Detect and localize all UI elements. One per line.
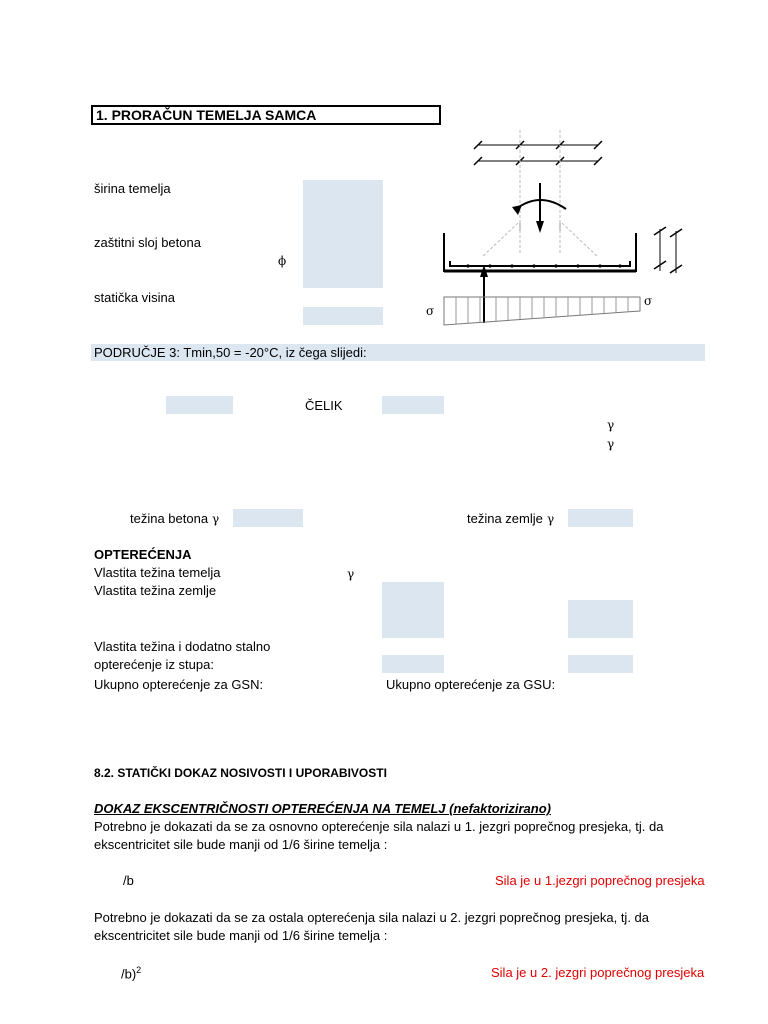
formula-1: /b: [123, 873, 134, 888]
input-cell-concrete-class[interactable]: [166, 396, 233, 414]
label-soil-self-weight: Vlastita težina zemlje: [94, 583, 217, 598]
input-cell-steel-class[interactable]: [382, 396, 444, 414]
label-static-depth: statička visina: [94, 290, 175, 305]
gamma-concrete: γ: [212, 512, 220, 526]
input-cell-loads-right[interactable]: [568, 600, 633, 638]
foundation-diagram: [420, 125, 690, 335]
paragraph-1-line-2: ekscentricitet sile bude manji od 1/6 širine temelja :: [94, 837, 388, 852]
input-cell-static-depth[interactable]: [303, 307, 383, 325]
input-cells-block[interactable]: [303, 180, 383, 288]
paragraph-2-line-2: ekscentricitet sile bude manji od 1/6 širine temelja :: [94, 928, 388, 943]
label-column-load-line1: Vlastita težina i dodatno stalno: [94, 639, 271, 654]
input-cell-column-load-right[interactable]: [568, 655, 633, 673]
gamma-foundation: γ: [347, 567, 355, 581]
label-concrete-weight: težina betona: [130, 511, 209, 526]
zone-text: PODRUČJE 3: Tmin,50 = -20°C, iz čega slijedi:: [94, 345, 367, 360]
formula-2-exponent: 2: [136, 965, 142, 975]
label-concrete-cover: zaštitni sloj betona: [94, 235, 201, 250]
gamma-symbol-2: γ: [607, 437, 615, 451]
input-cell-concrete-weight[interactable]: [233, 509, 303, 527]
label-steel: ČELIK: [305, 398, 343, 413]
section-82-heading: 8.2. STATIČKI DOKAZ NOSIVOSTI I UPORABIVOSTI: [94, 766, 387, 780]
eccentricity-heading: DOKAZ EKSCENTRIČNOSTI OPTEREĆENJA NA TEMELJ (nefaktorizirano): [94, 801, 551, 816]
sigma-left-label: σ: [426, 304, 435, 318]
result-2: Sila je u 2. jezgri poprečnog presjeka: [491, 965, 705, 980]
formula-2-text: /b): [121, 966, 137, 982]
label-foundation-width: širina temelja: [94, 181, 171, 196]
sigma-right-label: σ: [644, 294, 653, 308]
formula-2: [121, 965, 141, 981]
input-cell-loads-left[interactable]: [382, 582, 444, 638]
label-total-gsu: Ukupno opterećenje za GSU:: [386, 677, 556, 692]
label-total-gsn: Ukupno opterećenje za GSN:: [94, 677, 264, 692]
label-soil-weight: težina zemlje: [467, 511, 543, 526]
phi-symbol: ϕ: [278, 254, 287, 268]
zone-band: [91, 344, 705, 361]
result-1: Sila je u 1.jezgri poprečnog presjeka: [495, 873, 705, 888]
paragraph-1-line-1: Potrebno je dokazati da se za osnovno opterećenje sila nalazi u 1. jezgri poprečnog presjeka, tj. da: [94, 819, 664, 834]
label-column-load-line2: opterećenje iz stupa:: [94, 657, 214, 672]
paragraph-2-line-1: Potrebno je dokazati da se za ostala opterećenja sila nalazi u 2. jezgri poprečnog presjeka, tj. da: [94, 910, 650, 925]
input-cell-soil-weight[interactable]: [568, 509, 633, 527]
section-title: 1. PRORAČUN TEMELJA SAMCA: [91, 105, 441, 125]
input-cell-column-load-left[interactable]: [382, 655, 444, 673]
label-foundation-self-weight: Vlastita težina temelja: [94, 565, 221, 580]
gamma-symbol-1: γ: [607, 418, 615, 432]
gamma-soil: γ: [547, 512, 555, 526]
loads-heading: OPTEREĆENJA: [94, 547, 192, 562]
